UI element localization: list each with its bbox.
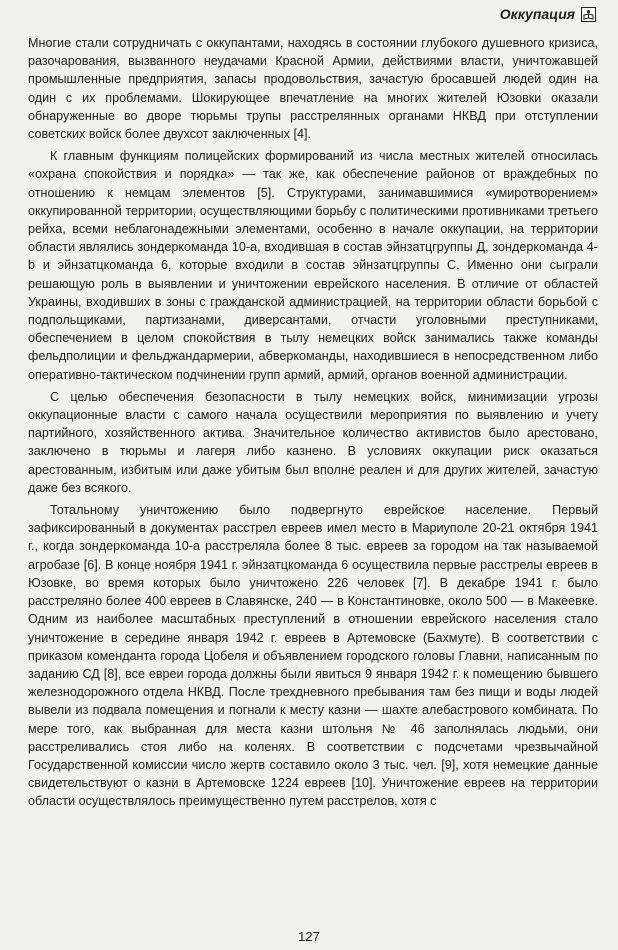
body-text bbox=[28, 34, 598, 815]
section-title: Оккупация bbox=[499, 6, 575, 22]
page-number: 127 bbox=[298, 929, 320, 944]
paragraph: С целью обеспечения безопасности в тылу немецких войск, минимизации угрозы оккупационные власти с самого начала осуществили мероприятия по выявлению и учету партийного, хозяйственного актива. Значительное количество активистов было арестовано, заключено в тюрьмы и лагеря либо казнено. В условиях оккупации риск оказаться арестованным, избитым или даже убитым был вполне реален и для других жителей, зачастую даже без всякого. bbox=[28, 389, 598, 495]
paragraph: Тотальному уничтожению было подвергнуто еврейское население. Первый зафиксированный в документах расстрел евреев имел место в Мариуполе 20-21 октября 1941 г., когда зондеркоманда 10-а расстреляла более 8 тыс. евреев за городом на так называемой агробазе [6]. В конце ноября 1941 г. эйнзатцкоманда 6 осуществила первые расстрелы евреев в Юзовке, во время которых было уничтожено 226 человек [7]. В декабре 1941 г. было расстреляно более 400 евреев в Славянске, 240 — в Константиновке, около 500 — в Макеевке. Одним из наиболее масштабных преступлений в отношении еврейского населения стало уничтожение в середине января 1942 г. евреев в Артемовске (Бахмуте). В соответствии с приказом коменданта города Цобеля и объявлением городского головы Главни, написанным по заданию СД [8], все евреи города должны были явиться 9 января 1942 г. к помещению бывшего железнодорожного отдела НКВД. После трехдневного пребывания там без пищи и воды людей вывели из подвала помещения и погнали к месту казни — шахте алебастрового комбината. По мере того, как выбранная для места казни штольня № 46 заполнялась людьми, они расстреливались стоя либо на коленях. В соответствии с подсчетами чрезвычайной Государственной комиссии число жертв составило около 3 тыс. чел. [9], хотя немецкие данные свидетельствуют о казни в Артемовске 1224 евреев [10]. Уничтожение евреев на территории области осуществлялось преимущественно путем расстрелов, хотя с bbox=[28, 503, 598, 809]
paragraph: К главным функциям полицейских формирований из числа местных жителей относилась «охрана спокойствия и порядка» — так же, как обеспечение районов от враждебных по отношению к немцам элементов [5]. Структурами, занимавшимися «умиротворением» оккупированной территории, осуществляющими борьбу с политическими противниками третьего рейха, всеми неблагонадежными элементами, особенно в начале оккупации, на территории области являлись зондеркоманда 10-а, входившая в состав эйнзатцгруппы Д, зондеркоманда 4-b и эйнзатцкоманда 6, которые входили в состав эйнзатцгруппы С. Именно они сыграли решающую роль в выявлении и уничтожении еврейского населения. В отличие от областей Украины, входивших в зоны с гражданской администрацией, на территории области борьбой с подпольщиками, партизанами, диверсантами, отчасти уголовными преступниками, обеспечением в целом спокойствия в тылу немецких войск занимались также команды фельдполиции и фельджандармерии, абверкоманды, находившиеся в непосредственном либо оперативно-тактическом подчинении групп армий, армий, органов военной администрации. bbox=[28, 149, 598, 382]
running-header bbox=[500, 6, 596, 22]
paragraph: Многие стали сотрудничать с оккупантами, находясь в состоянии глубокого душевного кризиса, разочарования, вызванного неудачами Красной Армии, действиями власти, уничтожавшей промышленные предприятия, запасы продовольствия, зачастую бросавшей людей один на один с их проблемами. Шокирующее впечатление на многих жителей Юзовки оказали обнаруженные во дворе тюрьмы трупы расстрелянных органами НКВД при отступлении советских войск более двухсот заключенных [4]. bbox=[28, 36, 598, 142]
book-icon bbox=[581, 7, 596, 22]
